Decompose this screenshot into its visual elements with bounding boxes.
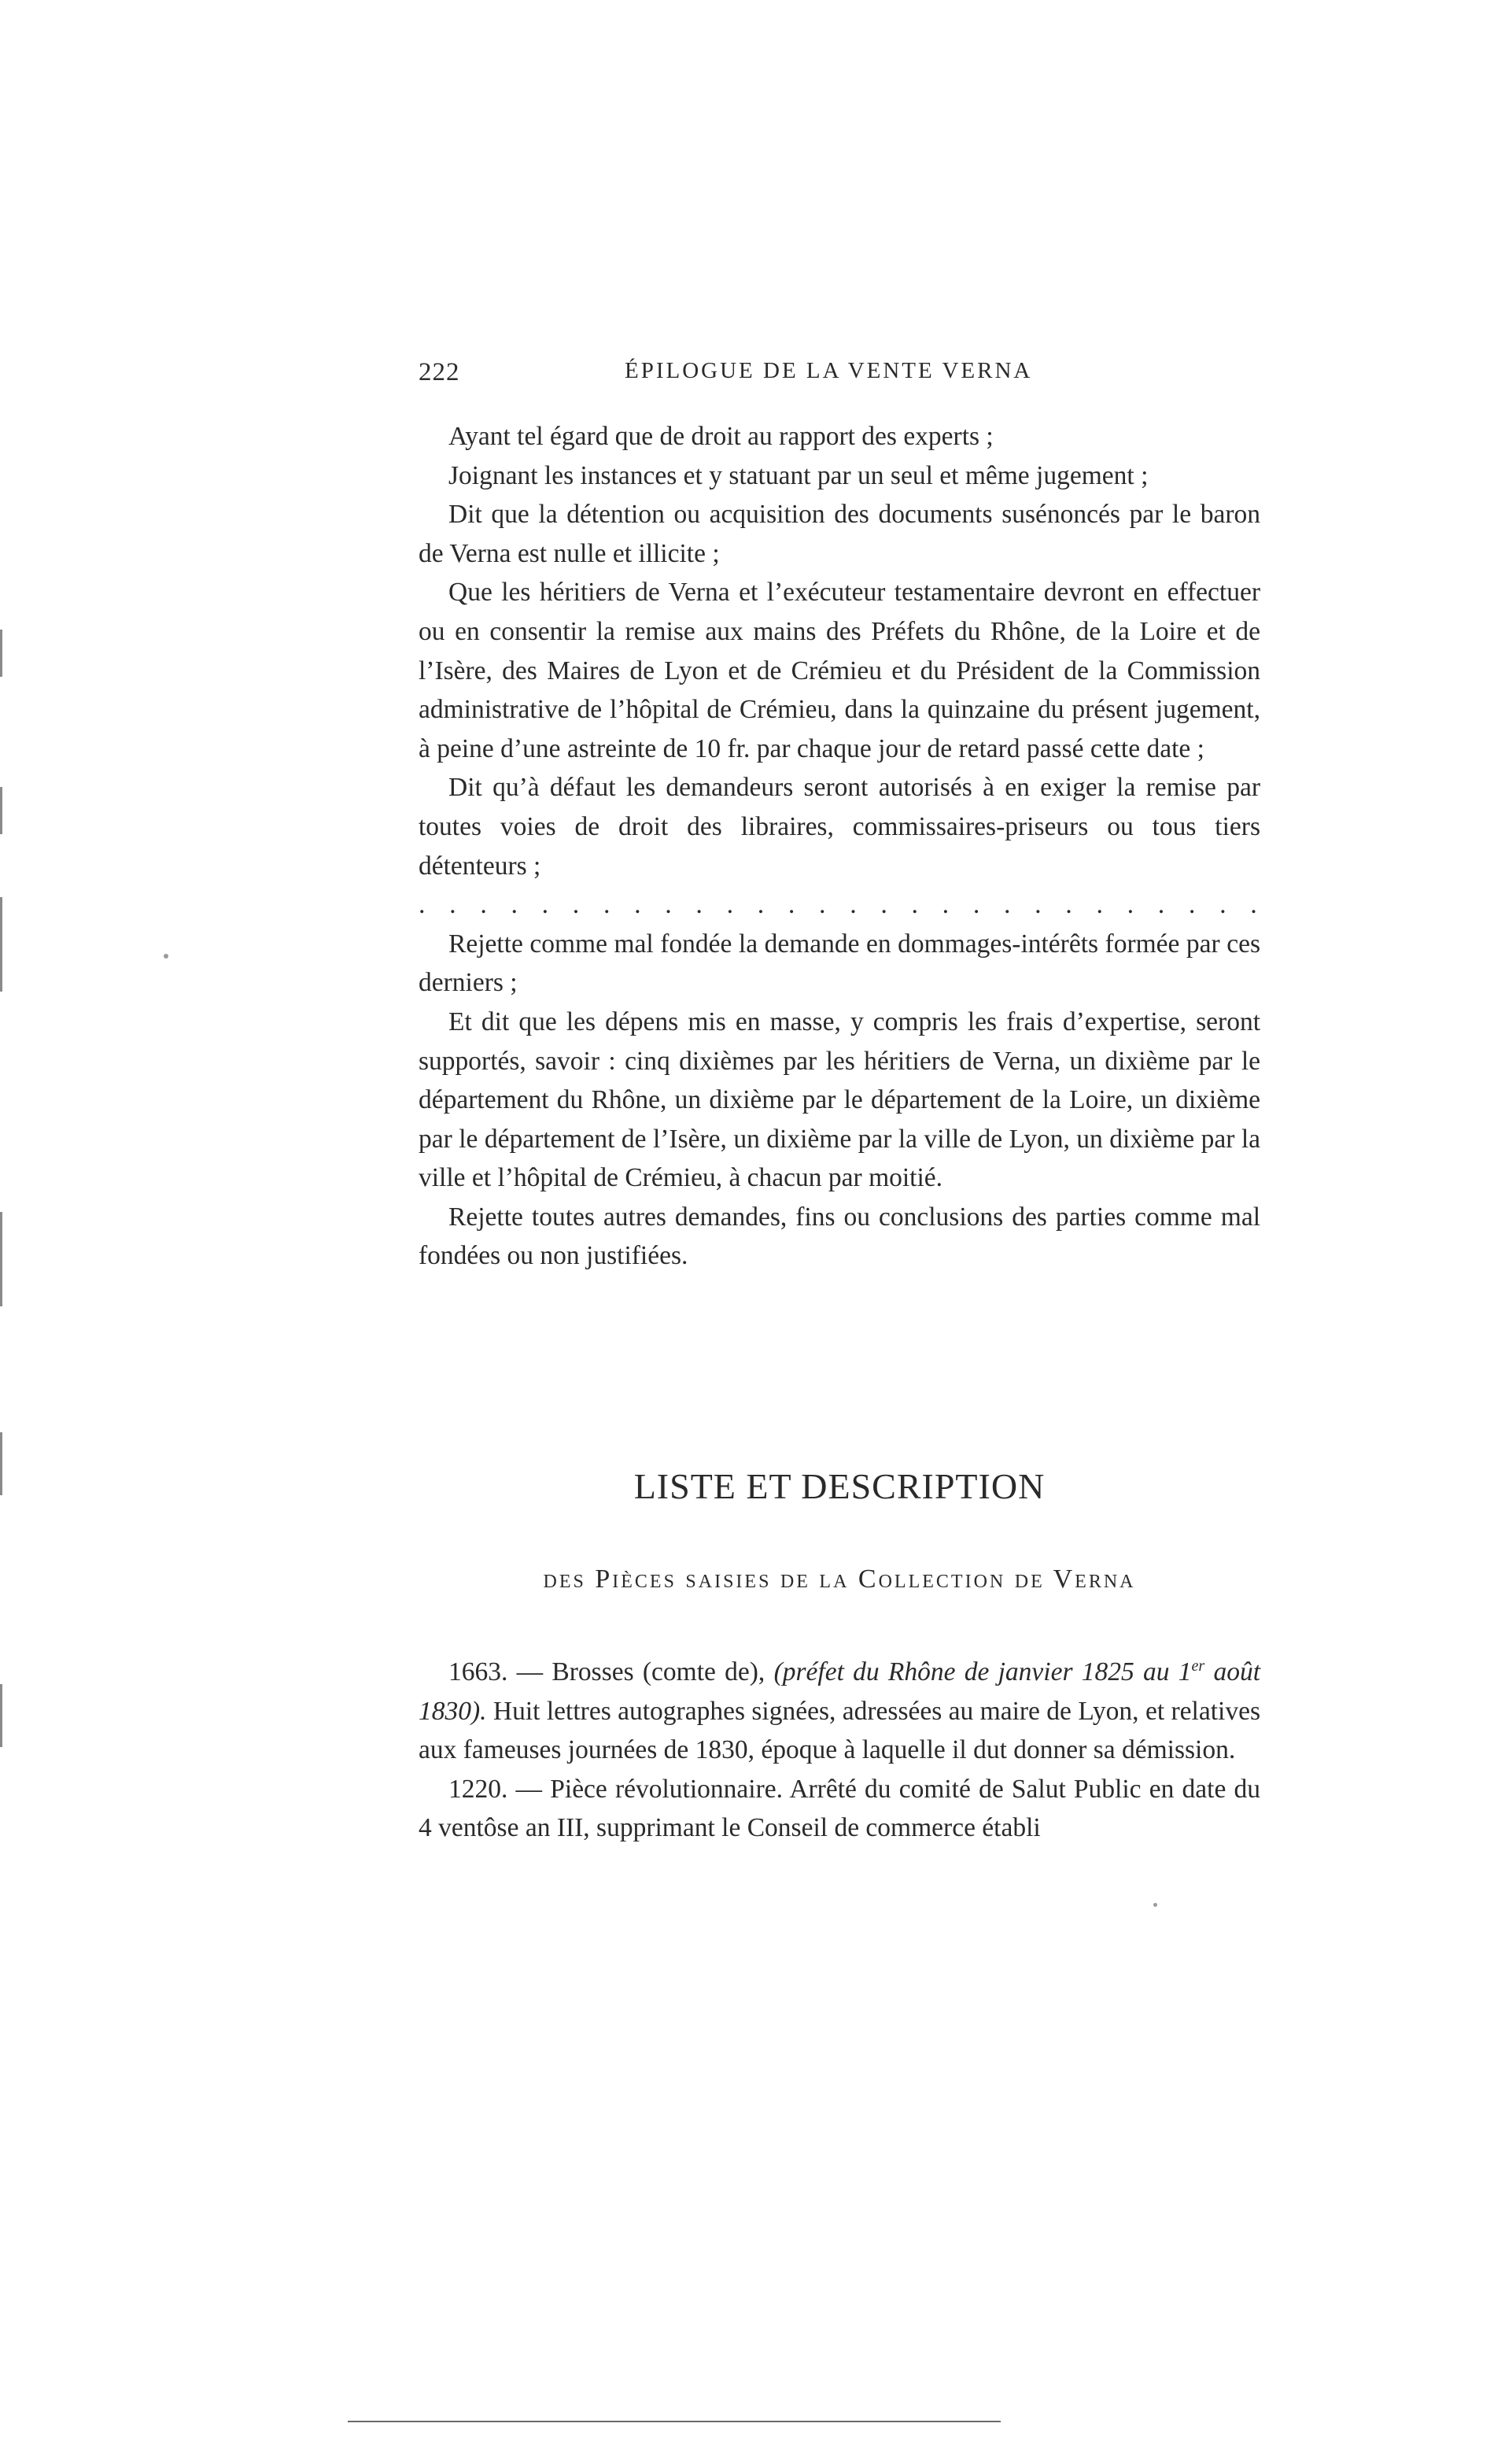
- entry-dash: —: [507, 1657, 552, 1686]
- entry-superscript: er: [1191, 1657, 1205, 1675]
- ellipsis-dot: .: [1035, 890, 1042, 920]
- judgment-text: [419, 417, 1260, 1276]
- ellipsis-dot: .: [695, 890, 703, 920]
- ellipsis-dot: .: [819, 890, 826, 920]
- entry-italic-note: (préfet du Rhône de janvier 1825 au 1: [773, 1657, 1192, 1686]
- entry-dash: —: [507, 1774, 551, 1804]
- judgment-paragraph: Dit qu’à défaut les demandeurs seront autorisés à en exiger la remise par toutes voies de droit des libraires, commissaires-priseurs ou tous tiers détenteurs ;: [419, 773, 1260, 881]
- ellipsis-dot: .: [634, 890, 641, 920]
- section-subtitle: des Pièces saisies de la Collection de Verna: [543, 1564, 1136, 1594]
- ellipsis-dot: .: [1096, 890, 1103, 920]
- judgment-paragraph: Rejette comme mal fondée la demande en dommages-intérêts formée par ces derniers ;: [419, 929, 1260, 998]
- ellipsis-dot: .: [1003, 890, 1011, 920]
- ellipsis-dot: .: [1219, 890, 1227, 920]
- catalog-entry: [419, 1770, 1260, 1848]
- running-head: ÉPILOGUE DE LA VENTE VERNA: [625, 358, 1033, 383]
- scan-margin-mark: [0, 630, 2, 677]
- scan-margin-mark: [0, 787, 2, 834]
- judgment-paragraph: Rejette toutes autres demandes, fins ou conclusions des parties comme mal fondées ou non justifiées.: [419, 1202, 1260, 1271]
- scan-margin-mark: [0, 897, 2, 992]
- ellipsis-dot: .: [1127, 890, 1134, 920]
- ellipsis-dot: .: [972, 890, 980, 920]
- ellipsis-dot: .: [757, 890, 765, 920]
- ellipsis-dot: .: [726, 890, 734, 920]
- ellipsis-dot: .: [603, 890, 610, 920]
- ellipsis-dot: .: [572, 890, 580, 920]
- scan-speck: [1153, 1903, 1157, 1907]
- judgment-paragraph: Que les héritiers de Verna et l’exécuteur testamentaire devront en effectuer ou en consentir la remise aux mains des Préfets du Rhône, de la Loire et de l’Isère, des Maires de Lyon et de Crémieu et du Président de la Commission administrative de l’hôpital de Crémieu, dans la quinzaine du présent jugement, à peine d’une astreinte de 10 fr. par chaque jour de retard passé cette date ;: [419, 578, 1260, 763]
- scan-margin-mark: [0, 1684, 2, 1747]
- entry-number: 1663.: [448, 1657, 508, 1686]
- ellipsis-dot: .: [1188, 890, 1196, 920]
- ellipsis-dot: .: [1065, 890, 1072, 920]
- page-number: 222: [419, 358, 460, 386]
- entry-number: 1220.: [448, 1774, 508, 1804]
- ellipsis-dot: .: [480, 890, 487, 920]
- ellipsis-dot: .: [880, 890, 887, 920]
- omission-ellipsis: [419, 885, 1260, 925]
- scan-margin-mark: [0, 1432, 2, 1495]
- scan-margin-mark: [0, 1212, 2, 1306]
- page-header: [419, 358, 1260, 397]
- judgment-paragraph: Ayant tel égard que de droit au rapport des experts ;: [448, 422, 994, 451]
- judgment-paragraph: Dit que la détention ou acquisition des documents susénoncés par le baron de Verna est nulle et illicite ;: [419, 500, 1260, 568]
- judgment-paragraph: Et dit que les dépens mis en masse, y compris les frais d’expertise, seront supportés, savoir : cinq dixièmes par les héritiers de Verna, un dixième par le département du Rhône, un dixième par le département de la Loire, un dixième par le département de l’Isère, un dixième par la ville de Lyon, un dixième par la ville et l’hôpital de Crémieu, à chacun par moitié.: [419, 1007, 1260, 1193]
- ellipsis-dot: .: [850, 890, 857, 920]
- section-title: LISTE ET DESCRIPTION: [633, 1466, 1046, 1506]
- entry-text: Huit lettres autographes signées, adressées au maire de Lyon, et relatives aux fameuses journées de 1830, époque à laquelle il dut donner sa démission.: [419, 1696, 1260, 1765]
- entry-name: Brosses (comte de),: [551, 1657, 774, 1686]
- ellipsis-dot: .: [665, 890, 672, 920]
- ellipsis-dot: .: [419, 890, 426, 920]
- catalog-entries: [419, 1653, 1260, 1848]
- catalog-entry: [419, 1653, 1260, 1770]
- ellipsis-dot: .: [1157, 890, 1165, 920]
- entry-text: Pièce révolutionnaire. Arrêté du comité de Salut Public en date du 4 ventôse an III, supprimant le Conseil de commerce établi: [419, 1774, 1261, 1843]
- ellipsis-dot: .: [449, 890, 456, 920]
- entry-italic-note-end: août 1830).: [419, 1657, 1261, 1726]
- scan-bottom-rule: [348, 2421, 1001, 2422]
- judgment-paragraph: Joignant les instances et y statuant par un seul et même jugement ;: [448, 460, 1149, 490]
- ellipsis-dot: .: [541, 890, 549, 920]
- ellipsis-dot: .: [911, 890, 918, 920]
- scan-speck: [164, 954, 168, 959]
- ellipsis-dot: .: [942, 890, 950, 920]
- ellipsis-dot: .: [1250, 890, 1257, 920]
- ellipsis-dot: .: [788, 890, 795, 920]
- ellipsis-dot: .: [511, 890, 518, 920]
